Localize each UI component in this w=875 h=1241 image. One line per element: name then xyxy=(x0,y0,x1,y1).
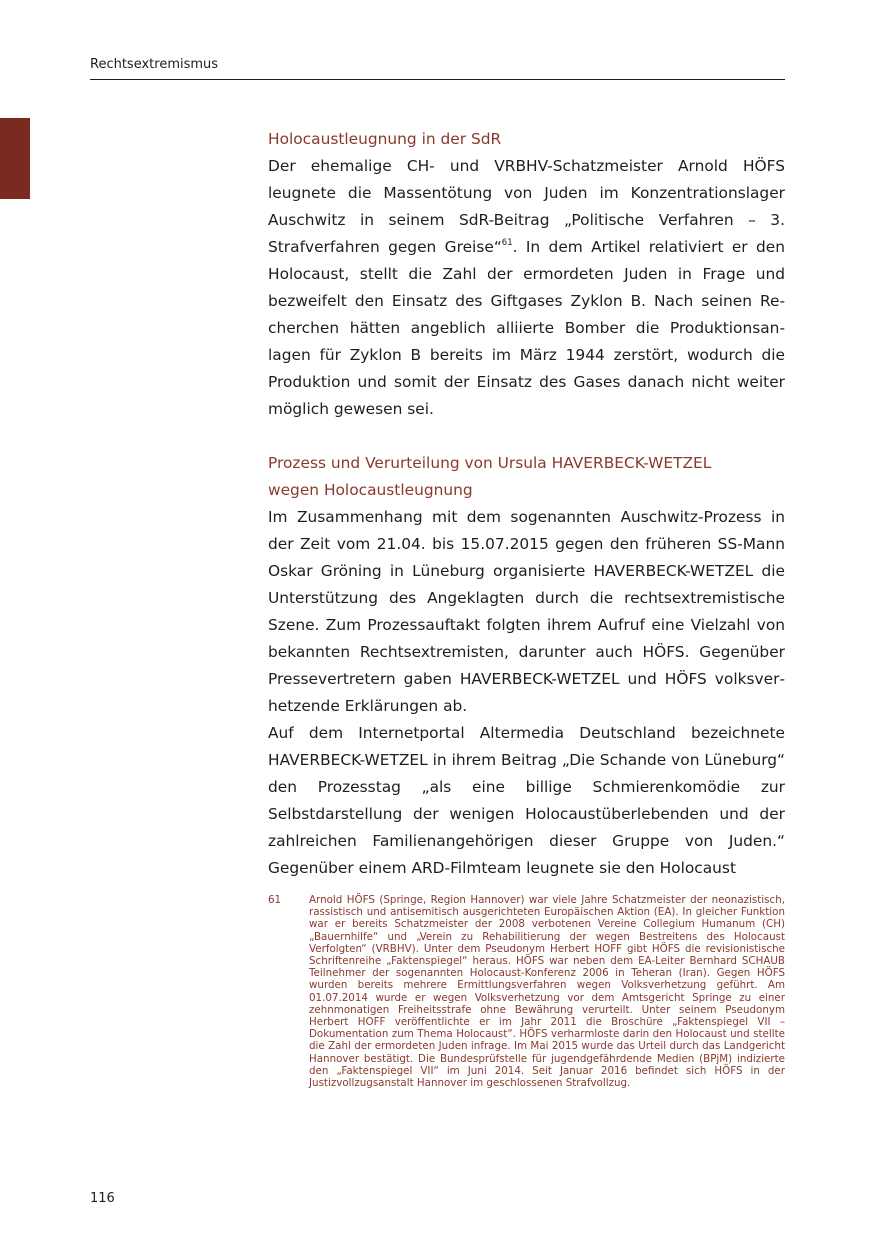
paragraph-text: Der ehemalige CH- und VRBHV-Schatzmeister Arnold HÖFS leugnete die Massentötung von Juden im Konzentrationslager Auschwitz in seinem SdR-Beitrag „Politische Verfahren – 3. Strafverfahren gegen Greise“ xyxy=(268,157,785,256)
heading-line: Prozess und Verurteilung von Ursula HAVERBECK-WETZEL xyxy=(268,454,712,472)
main-text-column xyxy=(268,126,785,882)
heading-line: wegen Holocaustleugnung xyxy=(268,481,473,499)
footnote-text: Arnold HÖFS (Springe, Region Hannover) war viele Jahre Schatzmeister der neonazistisch, rassistisch und antisemitisch ausgerichteten Europäischen Aktion (EA). In gleicher Funktion war er bereits Schatzmeister der 2008 verbotenen Vereine Collegium Humanum (CH) „Bauernhilfe“ und „Verein zu Rehabilitierung der wegen Bestreitens des Holocaust Verfolgten“ (VRBHV). Unter dem Pseudonym Herbert HOFF gibt HÖFS die revisionistische Schriftenreihe „Faktenspiegel“ heraus. HÖFS war neben dem EA-Leiter Bernhard SCHAUB Teilnehmer der sogenannten Holocaust-Konferenz 2006 in Teheran (Iran). Gegen HÖFS wurden bereits mehrere Ermittlungsverfahren wegen Volksverhetzung geführt. Am 01.07.2014 wurde er wegen Volksverhetzung vor dem Amtsgericht Springe zu einer zehnmonatigen Freiheitsstrafe ohne Bewährung verurteilt. Unter seinem Pseudonym Herbert HOFF veröffentlichte er im Jahr 2011 die Broschüre „Faktenspiegel VII – Dokumentation zum Thema Holocaust“. HÖFS verharmloste darin den Holocaust und stellte die Zahl der ermordeten Juden infrage. Im Mai 2015 wurde das Urteil durch das Landgericht Hannover bestätigt. Die Bundesprüfstelle für jugendgefährdende Medien (BPjM) indizierte den „Faktenspiegel VII“ im Juni 2014. Seit Januar 2016 befindet sich HÖFS in der Justizvollzugsanstalt Hannover im geschlossenen Strafvollzug. xyxy=(309,894,785,1090)
section-paragraph-prozess: Im Zusammenhang mit dem sogenannten Auschwitz-Prozess in der Zeit vom 21.04. bis 15.07.2015 gegen den früheren SS-Mann Oskar Gröning in Lüneburg organisierte HAVERBECK-WETZEL die Unterstützung des Angeklagten durch die rechtsextremistische Szene. Zum Prozessauftakt folgten ihrem Aufruf eine Vielzahl von bekannten Rechtsextremisten, darunter auch HÖFS. Gegenüber Pressevertretern gaben HAVERBECK-WETZEL und HÖFS volksverhetzende Erklärungen ab. xyxy=(268,508,785,715)
header-divider xyxy=(90,79,785,80)
footnote-61 xyxy=(268,894,785,1089)
section-heading-holocaustleugnung: Holocaustleugnung in der SdR xyxy=(268,130,502,148)
section-paragraph-altermedia: Auf dem Internetportal Altermedia Deutschland bezeichnete HAVERBECK-WETZEL in ihrem Beitrag „Die Schande von Lüneburg“ den Prozesstag „als eine billige Schmierenkomödie zur Selbstdarstellung der wenigen Holocaustüberlebenden und der zahlreichen Familienangehörigen dieser Gruppe von Juden.“ Gegenüber einem ARD-Filmteam leugnete sie den Holocaust xyxy=(268,724,785,877)
footnote-reference[interactable]: 61 xyxy=(501,238,513,248)
section-paragraph-hoefs xyxy=(268,153,785,423)
chapter-side-tab xyxy=(0,118,30,199)
section-spacer xyxy=(268,423,785,450)
footnote-number: 61 xyxy=(268,894,282,906)
page-number: 116 xyxy=(90,1191,115,1206)
section-heading-prozess xyxy=(268,450,785,504)
running-header-title: Rechtsextremismus xyxy=(90,57,219,72)
paragraph-text: . In dem Artikel relativiert er den Holocaust, stellt die Zahl der ermordeten Juden in Frage und bezweifelt den Einsatz des Giftgases Zyklon B. Nach seinen Recherchen hätten angeblich alliierte Bomber die Produktionsanlagen für Zyklon B bereits im März 1944 zerstört, wodurch die Produktion und somit der Einsatz des Gases danach nicht weiter möglich gewesen sei. xyxy=(268,238,785,418)
